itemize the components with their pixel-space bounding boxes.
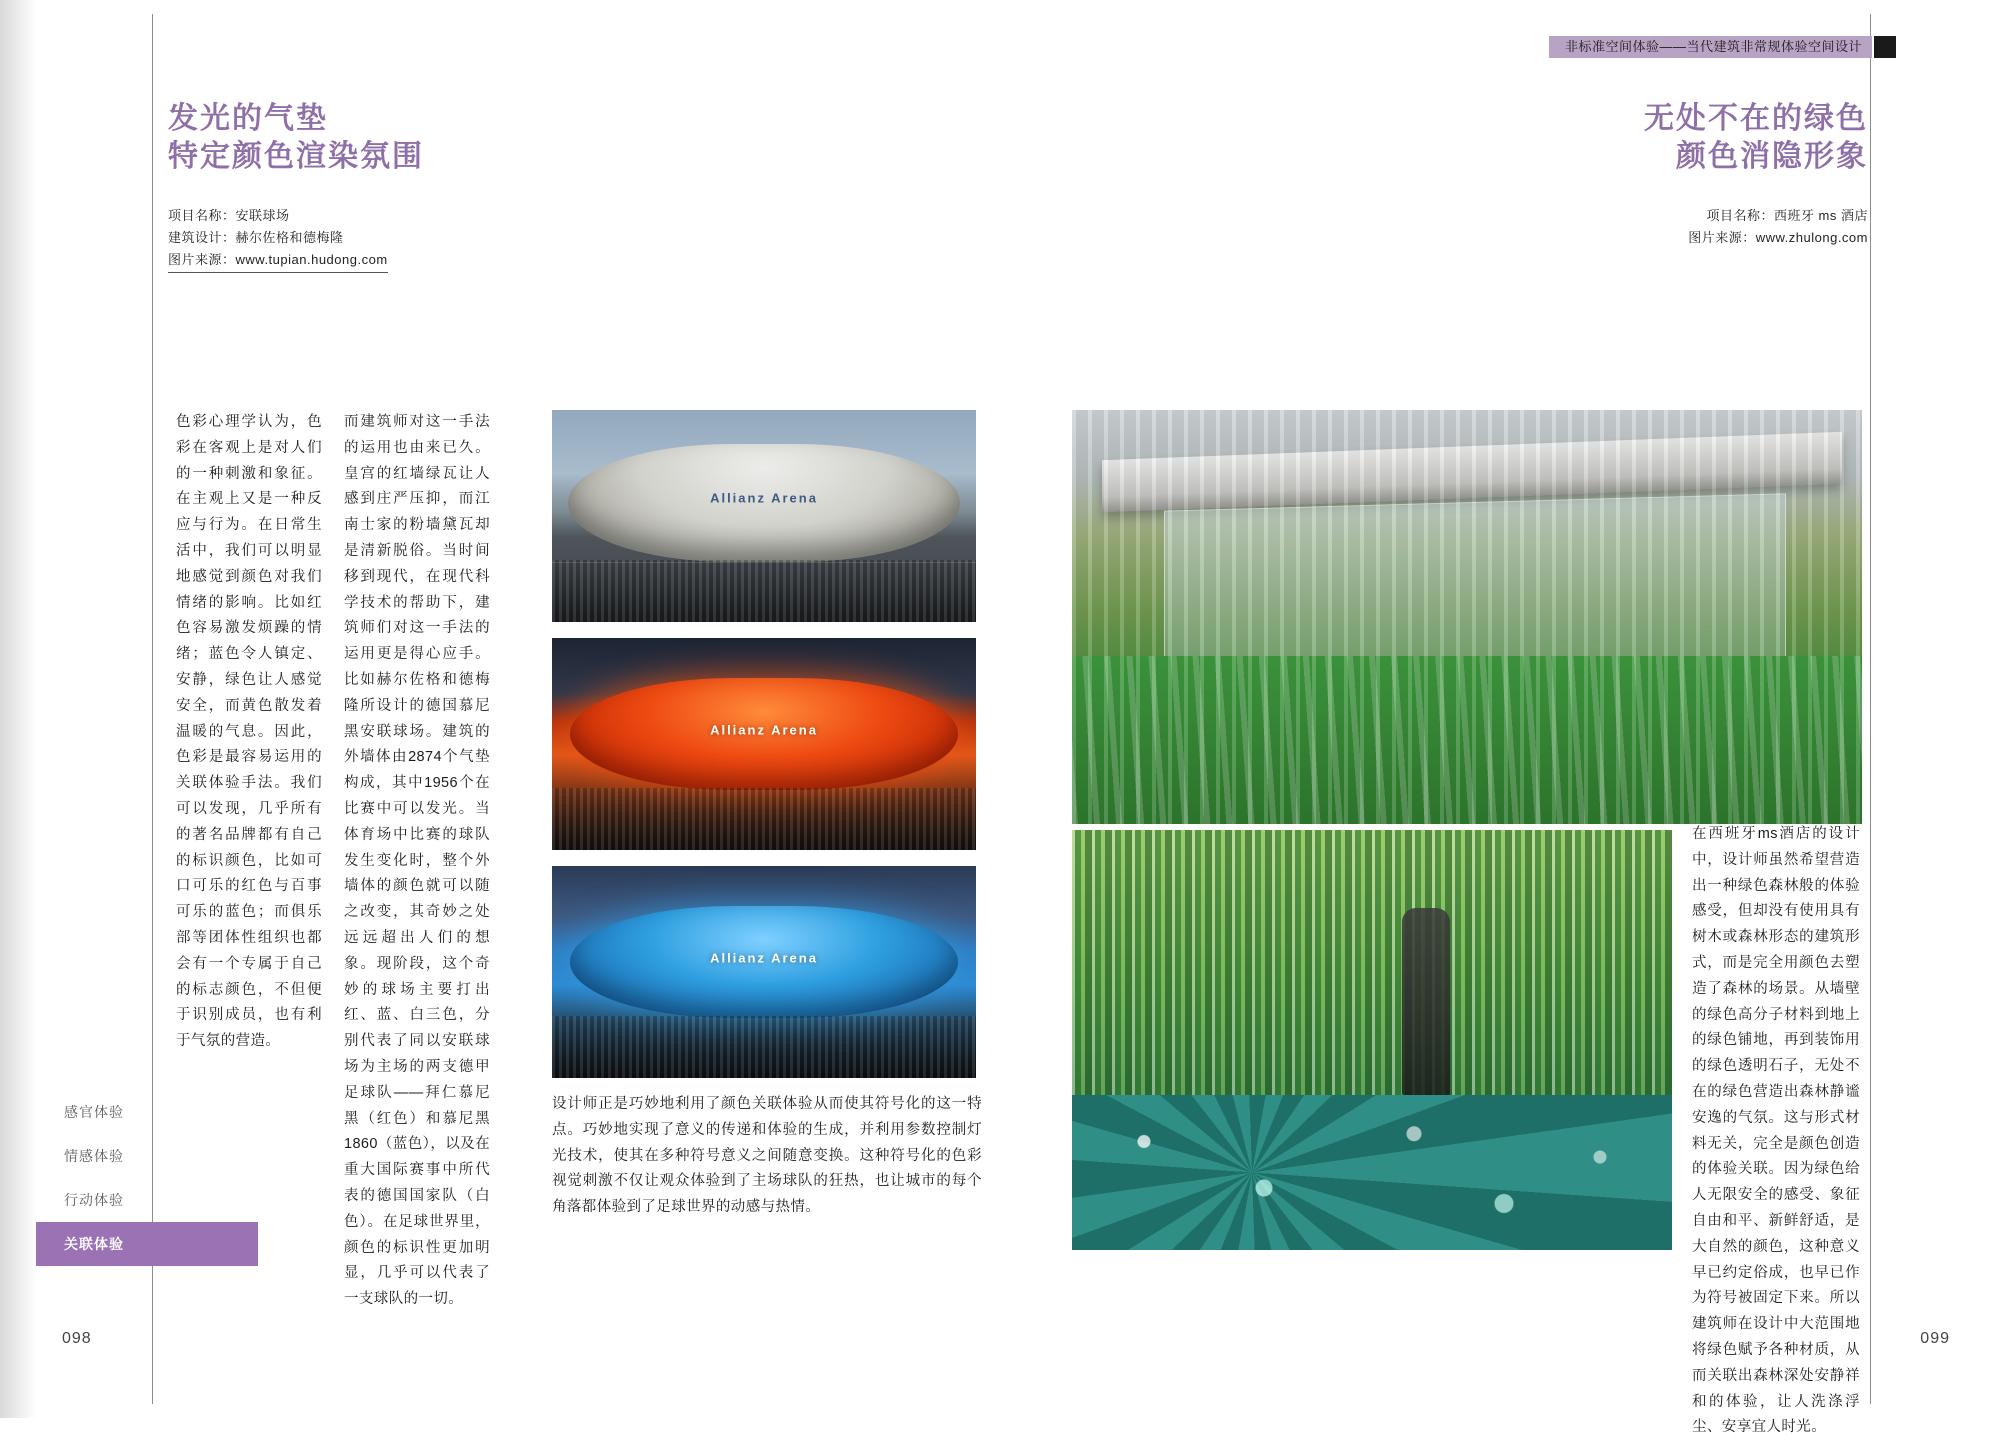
left-body-column-1: 色彩心理学认为，色彩在客观上是对人们的一种刺激和象征。在主观上又是一种反应与行为。在日常生活中，我们可以明显地感觉到颜色对我们情绪的影响。比如红色容易激发烦躁的情绪；蓝色令人镇定、安静，绿色让人感觉安全，而黄色散发着温暖的气息。因此，色彩是最容易运用的关联体验手法。我们可以发现，几乎所有的著名品牌都有自己的标识颜色，比如可口可乐的红色与百事可乐的蓝色；而俱乐部等团体性组织也都会有一个专属于自己的标志颜色，不但便于识别成员，也有利于气氛的营造。	[176, 414, 322, 1050]
walking-person	[1402, 908, 1450, 1098]
crowd-foreground	[552, 1016, 976, 1078]
page-number-left: 098	[62, 1330, 92, 1347]
green-glass-gravel	[1072, 1095, 1672, 1250]
running-header: 非标准空间体验——当代建筑非常规体验空间设计	[1549, 36, 1872, 58]
image-ms-hotel-green-rods	[1072, 830, 1672, 1250]
left-page-credits	[168, 205, 388, 273]
left-architect: 建筑设计：赫尔佐格和德梅隆	[168, 230, 344, 245]
tab-sensory[interactable]: 感官体验	[64, 1104, 124, 1120]
arena-shell-blue	[570, 906, 958, 1018]
tab-emotional[interactable]: 情感体验	[64, 1148, 124, 1164]
arena-sign-red: Allianz Arena	[710, 722, 818, 738]
left-title-line-2: 特定颜色渲染氛围	[168, 140, 424, 173]
green-rod-screen	[1072, 830, 1672, 1095]
left-page-title	[168, 100, 424, 176]
image-allianz-arena-red	[552, 638, 976, 850]
pavilion-green-floor	[1072, 656, 1862, 824]
right-image-source: 图片来源：www.zhulong.com	[1688, 230, 1868, 245]
crowd-foreground	[552, 560, 976, 622]
left-project-name: 项目名称：安联球场	[168, 208, 290, 223]
column-rule-right	[1870, 14, 1871, 1404]
right-body-column: 在西班牙ms酒店的设计中，设计师虽然希望营造出一种绿色森林般的体验感受，但却没有使用具有树木或森林形态的建筑形式，而是完全用颜色去塑造了森林的场景。从墙壁的绿色高分子材料到地上的绿色铺地，再到装饰用的绿色透明石子，无处不在的绿色营造出森林静谧安逸的气氛。这与形式材料无关，完全是颜色创造的体验关联。因为绿色给人无限安全的感受、象征自由和平、新鲜舒适，是大自然的颜色，这种意义早已约定俗成，也早已作为符号被固定下来。所以建筑师在设计中大范围地将绿色赋予各种材质，从而关联出森林深处安静祥和的体验，让人洗涤浮尘、安享宜人时光。	[1692, 826, 1860, 1436]
arena-shell-day	[568, 444, 960, 562]
arena-sign-blue: Allianz Arena	[710, 950, 818, 966]
arena-shell-red	[570, 678, 958, 790]
left-title-line-1: 发光的气垫	[168, 102, 328, 135]
image-ms-hotel-pavilion	[1072, 410, 1862, 824]
tab-relational[interactable]: 关联体验	[36, 1222, 258, 1266]
left-image-caption: 设计师正是巧妙地利用了颜色关联体验从而使其符号化的这一特点。巧妙地实现了意义的传递和体验的生成，并利用参数控制灯光技术，使其在多种符号意义之间随意变换。这种符号化的色彩视觉刺激不仅让观众体验到了主场球队的狂热，也让城市的每个角落都体验到了足球世界的动感与热情。	[552, 1096, 982, 1216]
left-body-column-2: 而建筑师对这一手法的运用也由来已久。皇宫的红墙绿瓦让人感到庄严压抑，而江南士家的粉墙黛瓦却是清新脱俗。当时间移到现代，在现代科学技术的帮助下，建筑师们对这一手法的运用更是得心应手。 比如赫尔佐格和德梅隆所设计的德国慕尼黑安联球场。建筑的外墙体由2874个气垫构成，其中1956个在比赛中可以发光。当体育场中比赛的球队发生变化时，整个外墙体的颜色就可以随之改变，其奇妙之处远远超出人们的想象。现阶段，这个奇妙的球场主要打出红、蓝、白三色，分别代表了同以安联球场为主场的两支德甲足球队——拜仁慕尼黑（红色）和慕尼黑1860（蓝色），以及在重大国际赛事中所代表的德国国家队（白色）。在足球世界里，颜色的标识性更加明显，几乎可以代表了一支球队的一切。	[344, 414, 490, 1308]
header-marker	[1874, 36, 1896, 58]
image-allianz-arena-day	[552, 410, 976, 622]
tab-action[interactable]: 行动体验	[64, 1192, 124, 1208]
page-edge-shadow	[0, 0, 36, 1418]
right-page-credits	[1688, 205, 1868, 249]
right-page-title	[1644, 100, 1868, 176]
crowd-foreground	[552, 788, 976, 850]
right-project-name: 项目名称：西班牙 ms 酒店	[1706, 208, 1868, 223]
page-number-right: 099	[1920, 1330, 1950, 1347]
section-tabs	[36, 1090, 258, 1266]
right-title-line-2: 颜色消隐形象	[1676, 140, 1868, 173]
arena-sign-day: Allianz Arena	[710, 490, 818, 506]
left-image-source: 图片来源：www.tupian.hudong.com	[168, 249, 388, 273]
image-allianz-arena-blue	[552, 866, 976, 1078]
right-title-line-1: 无处不在的绿色	[1644, 102, 1868, 135]
